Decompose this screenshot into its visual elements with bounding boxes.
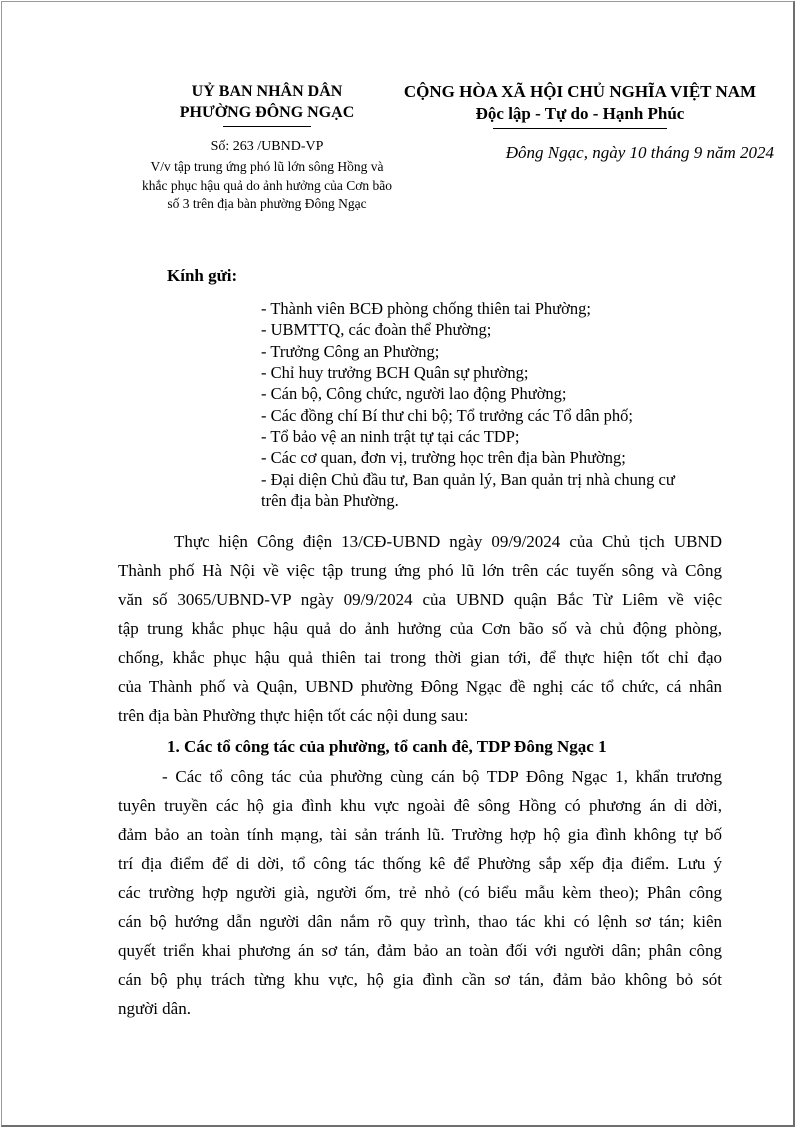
section-1-line: các trường hợp người già, người ốm, trẻ nhỏ (có biểu mẫu kèm theo); Phân công <box>118 883 722 902</box>
recipient-item: - Trưởng Công an Phường; <box>261 342 440 361</box>
section-1-line: người dân. <box>118 999 191 1018</box>
recipient-item: - Đại diện Chủ đầu tư, Ban quản lý, Ban quản trị nhà chung cư <box>261 470 675 489</box>
section-1-line: quyết triển khai phương án sơ tán, đảm bảo an toàn đối với người dân; phân công <box>118 941 722 960</box>
section-1-line: tuyên truyền các hộ gia đình khu vực ngoài đê sông Hồng có phương án di dời, <box>118 796 722 815</box>
national-motto: Độc lập - Tự do - Hạnh Phúc <box>475 104 685 123</box>
agency-underline <box>223 126 311 127</box>
intro-line: chống, khắc phục hậu quả thiên tai trong thời gian tới, để thực hiện tốt chỉ đạo <box>118 648 722 667</box>
intro-line: Thực hiện Công điện 13/CĐ-UBND ngày 09/9/2024 của Chủ tịch UBND <box>174 532 722 551</box>
document-number: Số: 263 /UBND-VP <box>210 139 324 154</box>
recipient-item: - Cán bộ, Công chức, người lao động Phường; <box>261 384 567 403</box>
document-page <box>1 1 795 1127</box>
intro-line: Thành phố Hà Nội về việc tập trung ứng phó lũ lớn trên các tuyến sông và Công <box>118 561 722 580</box>
section-1-line: cán bộ phụ trách từng khu vực, hộ gia đình cần sơ tán, đảm bảo không bỏ sót <box>118 970 722 989</box>
section-1-line: đảm bảo an toàn tính mạng, tài sản tránh lũ. Trường hợp hộ gia đình không tự bố <box>118 825 722 844</box>
recipient-item: - UBMTTQ, các đoàn thể Phường; <box>261 320 492 339</box>
recipient-item: - Tổ bảo vệ an ninh trật tự tại các TDP; <box>261 427 520 446</box>
motto-underline <box>493 128 667 129</box>
intro-line: tập trung khắc phục hậu quả do ảnh hưởng của Cơn bão số và chủ động phòng, <box>118 619 722 638</box>
intro-line: trên địa bàn Phường thực hiện tốt các nội dung sau: <box>118 706 469 725</box>
national-title: CỘNG HÒA XÃ HỘI CHỦ NGHĨA VIỆT NAM <box>403 82 757 101</box>
recipient-item: - Chỉ huy trưởng BCH Quân sự phường; <box>261 363 529 382</box>
intro-line: của Thành phố và Quận, UBND phường Đông Ngạc đề nghị các tổ chức, cá nhân <box>118 677 722 696</box>
recipient-item: - Các đồng chí Bí thư chi bộ; Tổ trưởng các Tổ dân phố; <box>261 406 633 425</box>
section-1-line: trí địa điểm để di dời, tổ công tác thống kê để Phường sắp xếp địa điểm. Lưu ý <box>118 854 722 873</box>
document-subject: V/v tập trung ứng phó lũ lớn sông Hồng và khắc phục hậu quả do ảnh hưởng của Cơn bão số 3 trên địa bàn phường Đông Ngạc <box>142 159 392 211</box>
intro-line: văn số 3065/UBND-VP ngày 09/9/2024 của UBND quận Bắc Từ Liêm về việc <box>118 590 722 609</box>
section-1-heading: 1. Các tổ công tác của phường, tổ canh đê, TDP Đông Ngạc 1 <box>167 737 607 756</box>
agency-name: UỶ BAN NHÂN DÂN <box>191 83 343 100</box>
recipient-item: - Thành viên BCĐ phòng chống thiên tai Phường; <box>261 299 591 318</box>
agency-ward: PHƯỜNG ĐÔNG NGẠC <box>179 104 355 121</box>
section-1-line: cán bộ hướng dẫn người dân nắm rõ quy trình, thao tác khi có lệnh sơ tán; kiên <box>118 912 722 931</box>
recipient-item: - Các cơ quan, đơn vị, trường học trên địa bàn Phường; <box>261 448 626 467</box>
recipient-item: trên địa bàn Phường. <box>261 491 399 510</box>
kinh-gui-label: Kính gửi: <box>167 266 238 285</box>
date-line: Đông Ngạc, ngày 10 tháng 9 năm 2024 <box>505 143 774 162</box>
section-1-line: - Các tổ công tác của phường cùng cán bộ TDP Đông Ngạc 1, khẩn trương <box>162 767 722 786</box>
